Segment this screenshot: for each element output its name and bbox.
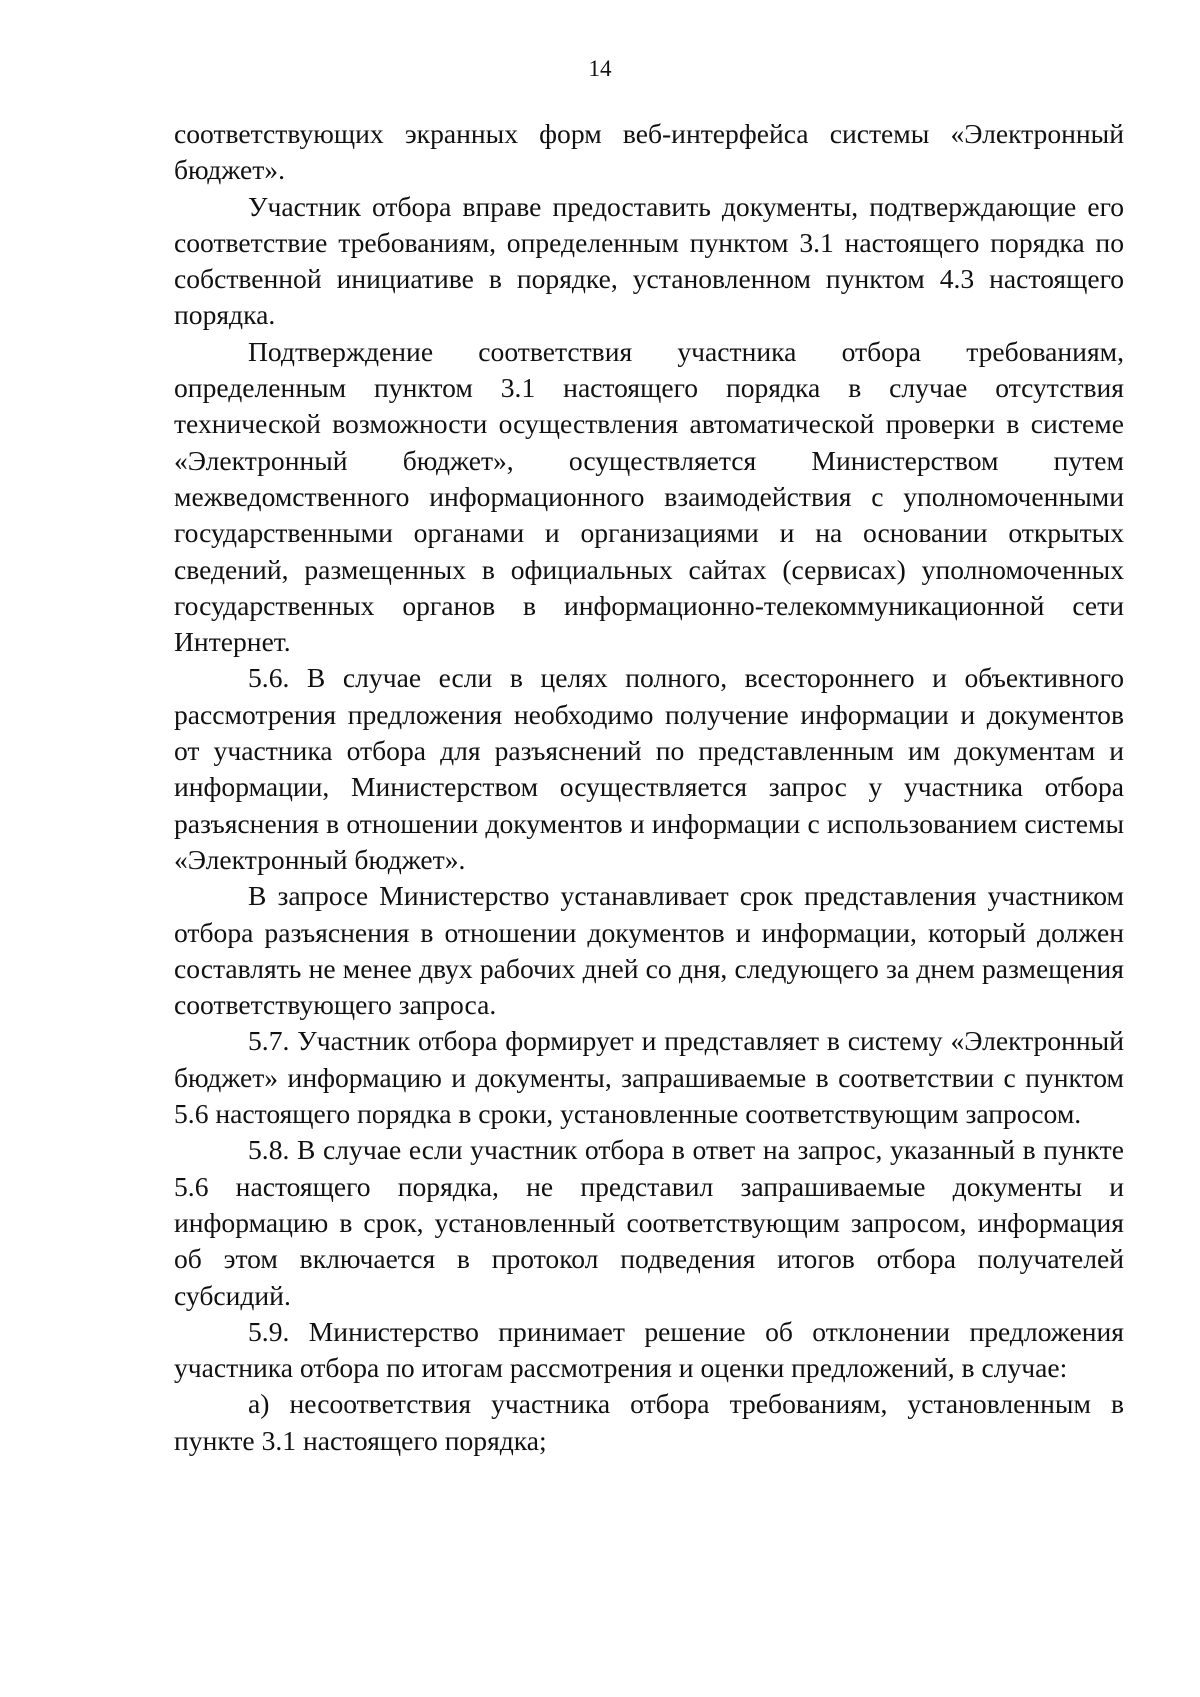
paragraph-clause-5-9: 5.9. Министерство принимает решение об отклонении предложения участника отбора по итогам рассмотрения и оценки предложений, в случае:: [174, 1315, 1124, 1384]
paragraph-clause-5-7: 5.7. Участник отбора формирует и представляет в систему «Электронный бюджет» информацию и документы, запрашиваемые в соответствии с пунктом 5.6 настоящего порядка в сроки, установленные соответствующим запросом.: [174, 1025, 1124, 1130]
paragraph-request-deadline: В запросе Министерство устанавливает срок представления участником отбора разъяснения в отношении документов и информации, который должен составлять не менее двух рабочих дней со дня, следующего за днем размещения соответствующего запроса.: [174, 880, 1124, 1021]
paragraph-subclause-a: а) несоответствия участника отбора требованиям, установленным в пункте 3.1 настоящего порядка;: [174, 1388, 1124, 1456]
paragraph-self-submission: Участник отбора вправе предоставить документы, подтверждающие его соответствие требованиям, определенным пунктом 3.1 настоящего порядка по собственной инициативе в порядке, установленном пунктом 4.3 настоящего порядка.: [174, 190, 1124, 331]
paragraph-clause-5-6: 5.6. В случае если в целях полного, всестороннего и объективного рассмотрения предложения необходимо получение информации и документов от участника отбора для разъяснений по представленным им документам и информации, Министерством осуществляется запрос у участника отбора разъяснения в отношении документов и информации с использованием системы «Электронный бюджет».: [174, 662, 1124, 875]
paragraph-continuation: соответствующих экранных форм веб-интерфейса системы «Электронный бюджет».: [174, 118, 1124, 186]
page-number: 14: [588, 56, 612, 81]
document-body: [174, 116, 1124, 1459]
paragraph-compliance-confirmation: Подтверждение соответствия участника отбора требованиям, определенным пунктом 3.1 настоящего порядка в случае отсутствия технической возможности осуществления автоматической проверки в системе «Электронный бюджет», осуществляется Министерством путем межведомственного информационного взаимодействия с уполномоченными государственными органами и организациями и на основании открытых сведений, размещенных в официальных сайтах (сервисах) уполномоченных государственных органов в информационно-телекоммуникационной сети Интернет.: [174, 335, 1124, 658]
paragraph-clause-5-8: 5.8. В случае если участник отбора в ответ на запрос, указанный в пункте 5.6 настоящего порядка, не представил запрашиваемые документы и информацию в срок, установленный соответствующим запросом, информация об этом включается в протокол подведения итогов отбора получателей субсидий.: [174, 1134, 1124, 1311]
